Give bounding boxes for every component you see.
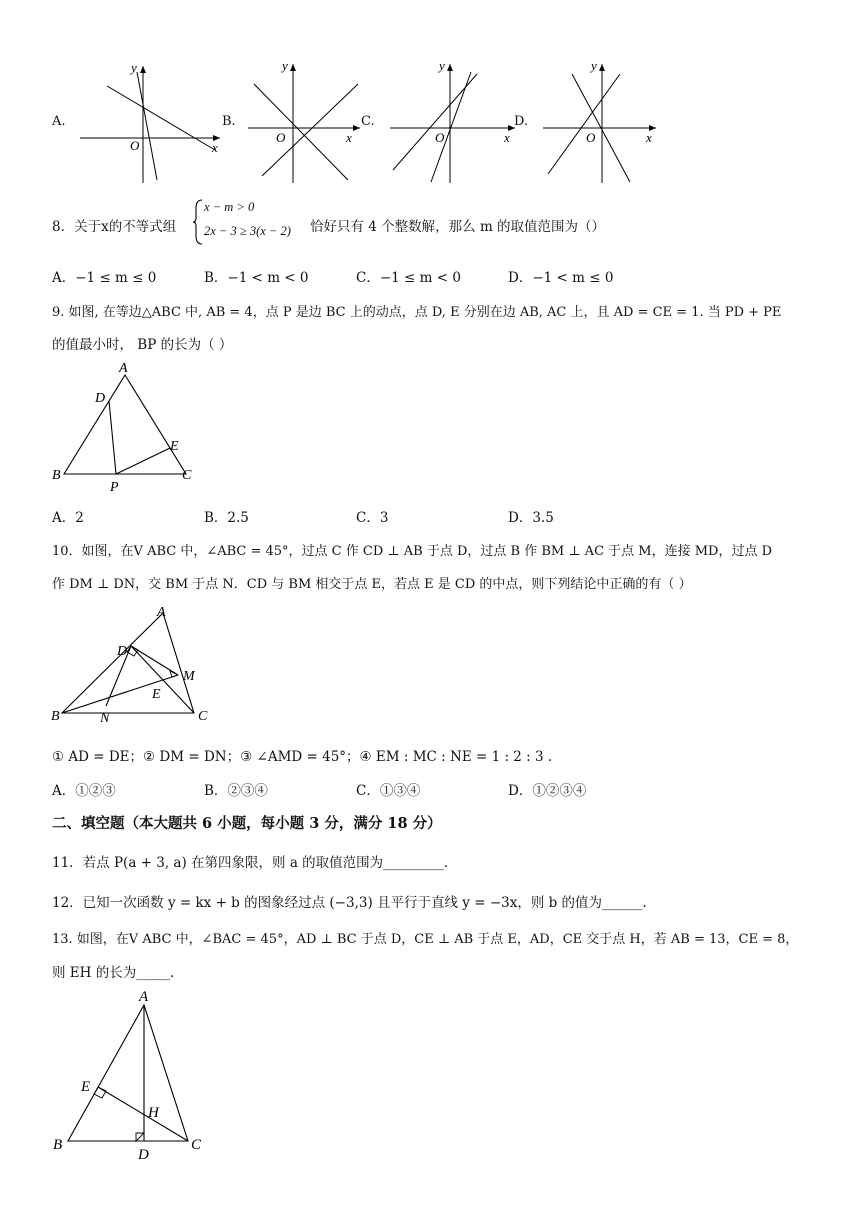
q9-option-d: D．3.5 [508,510,554,526]
q10-option-c: C．①③④ [356,783,421,799]
section-fill-in-blank-heading: 二、填空题（本大题共 6 小题，每小题 3 分，满分 18 分） [52,815,442,832]
q13-figure [48,983,223,1163]
q7d-x-label: x [646,130,652,145]
q7-graph-d [538,58,663,188]
q9-label-b: B [52,468,61,483]
q7-graph-b [240,58,370,188]
q8-inequality-1: x − m > 0 [204,200,255,214]
q7b-y-label: y [282,58,288,73]
q13-label-c: C [191,1137,202,1153]
q9-label-a: A [119,361,128,376]
q10-label-d: D [117,644,128,659]
q9-line-1: 9. 如图, 在等边△ABC 中, AB = 4，点 P 是边 BC 上的动点，点 D, E 分别在边 AB, AC 上，且 AD = CE = 1. 当 PD + PE [52,305,782,320]
q7-option-c-label: C. [361,114,375,129]
q13-label-e: E [81,1079,91,1095]
q10-line-1: 10．如图，在V ABC 中，∠ABC = 45°，过点 C 作 CD ⊥ AB 于点 D，过点 B 作 BM ⊥ AC 于点 M，连接 MD，过点 D [52,544,773,559]
q8-option-c: C．−1 ≤ m < 0 [356,270,461,286]
q8-prefix: 8．关于x的不等式组 [52,219,177,235]
q13-label-b: B [53,1137,63,1153]
q10-option-b: B．②③④ [204,783,268,799]
q9-label-c: C [182,468,192,483]
q8-option-d: D．−1 < m ≤ 0 [508,270,614,286]
q10-label-n: N [100,711,110,726]
q9-label-e: E [170,439,179,454]
q10-label-c: C [198,709,208,724]
q8-option-b: B．−1 < m < 0 [204,270,309,286]
q7-graph-a [75,58,225,188]
q8-option-a: A．−1 ≤ m ≤ 0 [52,270,157,286]
q7c-y-label: y [439,58,445,73]
q8-brace-icon [192,198,204,246]
q13-label-h: H [148,1105,159,1121]
q12: 12．已知一次函数 y = kx + b 的图象经过点 (−3,3) 且平行于直线 y = −3x，则 b 的值为______. [52,895,647,911]
q10-option-a: A．①②③ [52,783,116,799]
q9-label-d: D [95,391,106,406]
q10-option-d: D．①②③④ [508,783,587,799]
q7-option-a-label: A. [52,114,66,129]
q8-inequality-2: 2x − 3 ≥ 3(x − 2) [204,224,291,238]
q9-option-b: B．2.5 [204,510,249,526]
q7d-origin-label: O [586,130,596,145]
q7-option-b-label: B. [222,114,236,129]
q9-option-a: A．2 [52,510,84,526]
q7-graph-c [385,58,525,188]
q7-option-d-label: D. [514,114,529,129]
q9-label-p: P [110,480,119,495]
q7b-x-label: x [346,130,352,145]
q13-label-a: A [139,989,149,1005]
q10-label-m: M [183,669,195,684]
q7d-y-label: y [591,58,597,73]
q9-line-2: 的值最小时， BP 的长为（ ） [52,337,233,353]
q10-label-b: B [51,709,60,724]
q7a-y-label: y [131,60,137,75]
q7a-x-label: x [212,140,218,155]
q10-label-a: A [157,605,166,620]
q11: 11．若点 P(a + 3, a) 在第四象限，则 a 的取值范围为_________. [52,855,449,871]
q13-line-2: 则 EH 的长为_____. [52,965,175,981]
q9-figure [48,357,208,497]
q9-option-c: C．3 [356,510,389,526]
q13-label-d: D [138,1147,149,1163]
q10-figure [48,603,218,728]
q7c-x-label: x [504,130,510,145]
q10-label-e: E [152,687,161,702]
q7b-origin-label: O [276,130,286,145]
q7c-origin-label: O [435,130,445,145]
q10-line-2: 作 DM ⊥ DN，交 BM 于点 N．CD 与 BM 相交于点 E，若点 E 是 CD 的中点，则下列结论中正确的有（ ） [52,577,692,592]
q7a-origin-label: O [130,138,140,153]
q10-statements: ① AD = DE；② DM = DN；③ ∠AMD = 45°；④ EM : MC : NE = 1 : 2 : 3 . [52,749,553,765]
q8-suffix: 恰好只有 4 个整数解，那么 m 的取值范围为（） [310,219,606,235]
q13-line-1: 13. 如图，在V ABC 中，∠BAC = 45°，AD ⊥ BC 于点 D，CE ⊥ AB 于点 E，AD，CE 交于点 H，若 AB = 13，CE = 8， [52,932,799,947]
